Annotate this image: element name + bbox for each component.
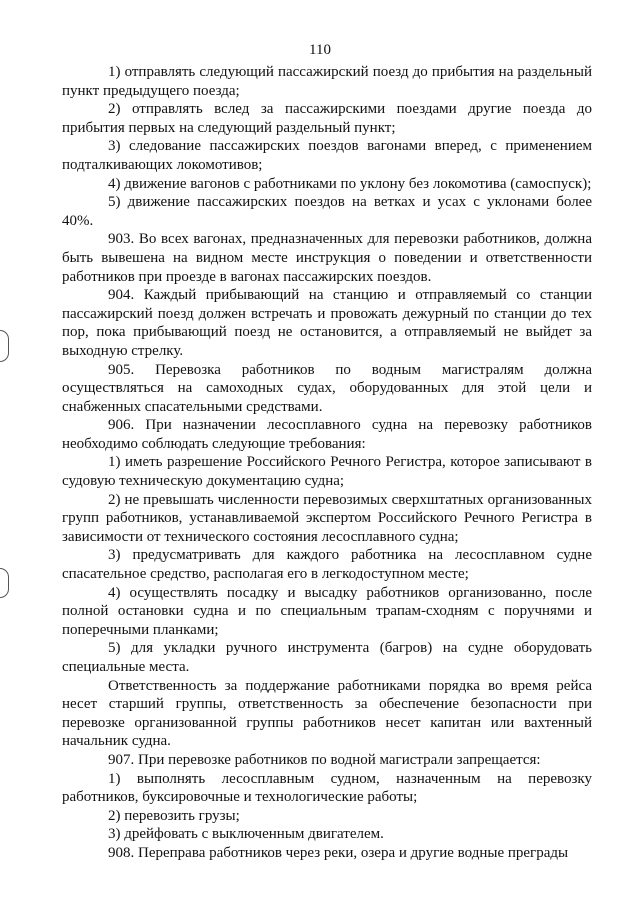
paragraph: 906. При назначении лесосплавного судна на перевозку работников необходимо соблюдать следующие требования: [62, 417, 592, 452]
paragraph: 2) отправлять вслед за пассажирскими поездами другие поезда до прибытия первых на следующий раздельный пункт; [62, 101, 592, 136]
body-text [62, 63, 592, 863]
paragraph: 1) отправлять следующий пассажирский поезд до прибытия на раздельный пункт предыдущего поезда; [62, 64, 592, 99]
paragraph: 907. При перевозке работников по водной магистрали запрещается: [108, 751, 541, 768]
paragraph: 2) перевозить грузы; [108, 807, 240, 824]
paragraph: 1) выполнять лесосплавным судном, назначенным на перевозку работников, буксировочные и технологические работы; [62, 770, 592, 806]
paragraph: 1) иметь разрешение Российского Речного Регистра, которое записывают в судовую техническую документацию судна; [62, 454, 592, 490]
paragraph: 4) осуществлять посадку и высадку работников организованно, после полной остановки судна и по специальным трапам-сходням с поручнями и поперечными планками; [62, 584, 592, 638]
paragraph: 903. Во всех вагонах, предназначенных для перевозки работников, должна быть вывешена на видном месте инструкция о поведении и ответственности работников при проезде в вагонах пассажирских поездов. [62, 231, 592, 285]
page-number: 110 [309, 42, 331, 58]
punch-hole-mark [0, 568, 9, 598]
paragraph: 5) движение пассажирских поездов на ветках и усах с уклонами более 40%. [62, 194, 592, 229]
paragraph: 908. Переправа работников через реки, озера и другие водные преграды [108, 844, 569, 861]
paragraph: 3) предусматривать для каждого работника на лесосплавном судне спасательное средство, располагая его в легкодоступном месте; [62, 547, 592, 583]
paragraph: 3) следование пассажирских поездов вагонами вперед, с применением подталкивающих локомотивов; [62, 138, 592, 173]
paragraph: 4) движение вагонов с работниками по уклону без локомотива (самоспуск); [108, 175, 592, 192]
paragraph: 905. Перевозка работников по водным магистралям должна осуществляться на самоходных судах, оборудованных для этой цели и снабженных спасательными средствами. [62, 361, 592, 415]
paragraph: 2) не превышать численности перевозимых сверхштатных организованных групп работников, устанавливаемой экспертом Российского Речного Регистра в зависимости от технического состояния лесосплавного судна; [62, 491, 592, 545]
paragraph: Ответственность за поддержание работниками порядка во время рейса несет старший группы, ответственность за обеспечение безопасности при перевозке организованной группы работников несет капитан или вахтенный начальник судна. [62, 677, 592, 750]
punch-hole-mark [0, 330, 9, 362]
paragraph: 3) дрейфовать с выключенным двигателем. [108, 826, 384, 843]
paragraph: 904. Каждый прибывающий на станцию и отправляемый со станции пассажирский поезд должен встречать и провожать дежурный по станции до тех пор, пока прибывающий поезд не остановится, а отправляемый не выйдет за выходную стрелку. [62, 287, 592, 359]
paragraph: 5) для укладки ручного инструмента (багров) на судне оборудовать специальные места. [62, 640, 592, 675]
